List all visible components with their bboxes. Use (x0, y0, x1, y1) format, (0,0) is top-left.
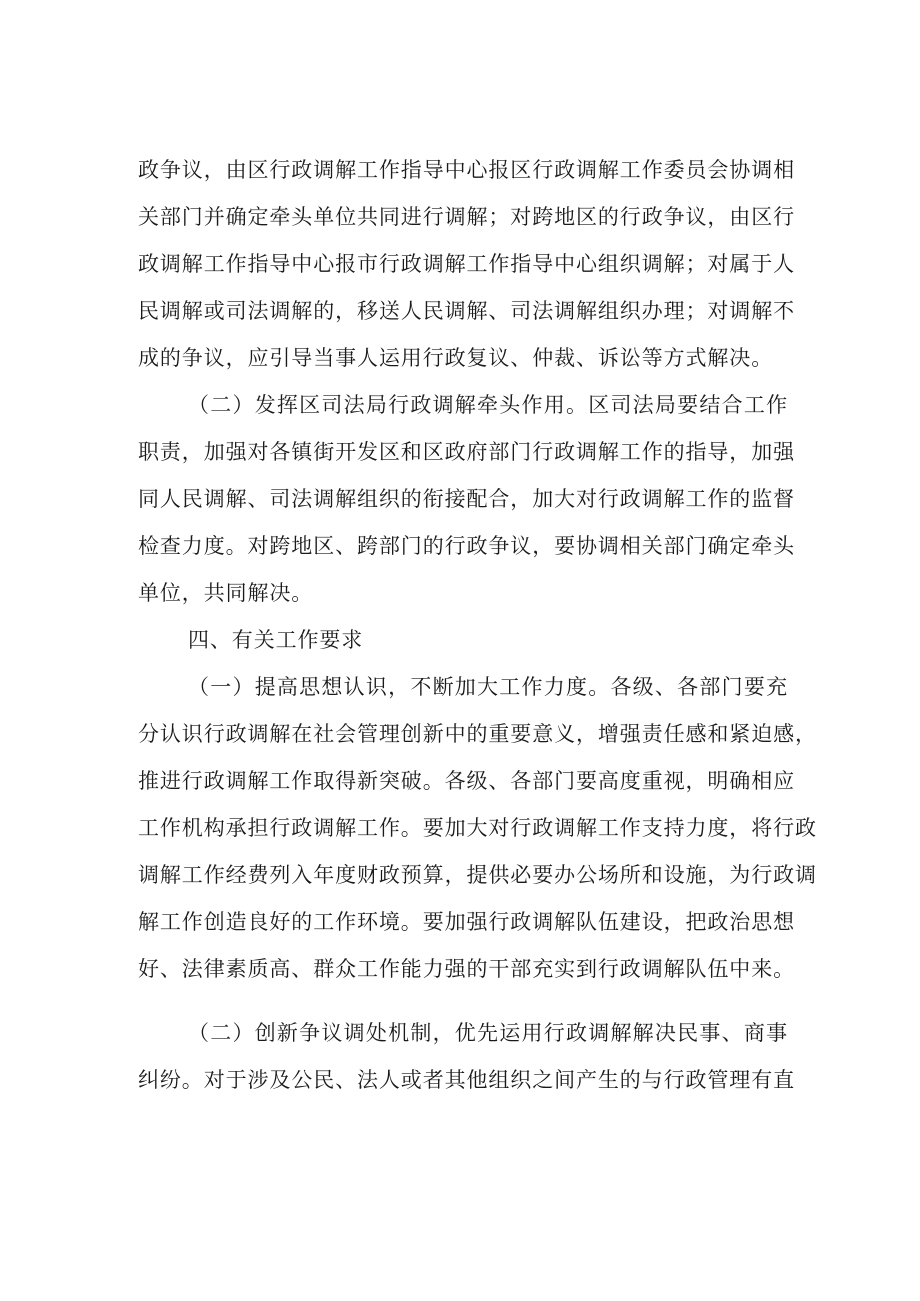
text-line: 政调解工作指导中心报市行政调解工作指导中心组织调解；对属于人 (138, 252, 795, 276)
text-line: 同人民调解、司法调解组织的衔接配合，加大对行政调解工作的监督 (138, 487, 795, 511)
text-line: 单位，共同解决。 (138, 581, 314, 605)
text-line: 成的争议，应引导当事人运用行政复议、仲裁、诉讼等方式解决。 (138, 346, 774, 370)
text-line: 检查力度。对跨地区、跨部门的行政争议，要协调相关部门确定牵头 (138, 534, 795, 558)
text-line: 纠纷。对于涉及公民、法人或者其他组织之间产生的与行政管理有直 (138, 1068, 795, 1092)
text-line: 好、法律素质高、群众工作能力强的干部充实到行政调解队伍中来。 (138, 957, 795, 981)
paragraph-heading-line: （二）创新争议调处机制，优先运用行政调解解决民事、商事 (188, 1021, 788, 1045)
paragraph-heading-line: （二）发挥区司法局行政调解牵头作用。区司法局要结合工作 (188, 393, 788, 417)
text-line: 推进行政调解工作取得新突破。各级、各部门要高度重视，明确相应 (138, 769, 795, 793)
text-line: 工作机构承担行政调解工作。要加大对行政调解工作支持力度，将行政 (138, 816, 817, 840)
text-line: 职责，加强对各镇街开发区和区政府部门行政调解工作的指导，加强 (138, 440, 795, 464)
text-line: 关部门并确定牵头单位共同进行调解；对跨地区的行政争议，由区行 (138, 205, 795, 229)
paragraph-heading-line: （一）提高思想认识，不断加大工作力度。各级、各部门要充 (188, 675, 788, 699)
section-heading: 四、有关工作要求 (188, 628, 364, 652)
text-line: 调解工作经费列入年度财政预算，提供必要办公场所和设施，为行政调 (138, 863, 817, 887)
text-line: 政争议，由区行政调解工作指导中心报区行政调解工作委员会协调相 (138, 158, 795, 182)
text-line: 民调解或司法调解的，移送人民调解、司法调解组织办理；对调解不 (138, 299, 795, 323)
text-line: 分认识行政调解在社会管理创新中的重要意义，增强责任感和紧迫感， (138, 722, 817, 746)
text-line: 解工作创造良好的工作环境。要加强行政调解队伍建设，把政治思想 (138, 910, 795, 934)
